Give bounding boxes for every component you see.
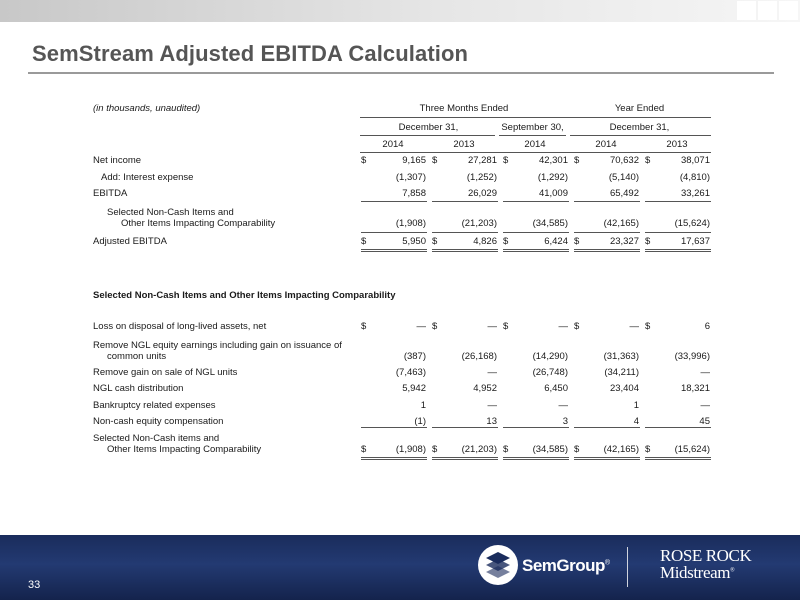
row-label: Loss on disposal of long-lived assets, net: [93, 321, 267, 332]
total-double-rule-top: [574, 457, 640, 458]
total-double-rule-top: [503, 457, 569, 458]
subtotal-rule: [361, 232, 427, 233]
cell-value: 70,632: [609, 155, 639, 166]
cell-value: (21,203): [461, 444, 497, 455]
subtotal-rule: [503, 427, 569, 428]
page-title: SemStream Adjusted EBITDA Calculation: [32, 41, 469, 66]
cell-value: 3: [562, 416, 568, 427]
subtotal-rule: [574, 201, 640, 202]
cell-value: (26,168): [461, 351, 497, 362]
dollar-sign: $: [645, 321, 651, 332]
dollar-sign: $: [645, 236, 651, 247]
cell-value: (42,165): [603, 218, 639, 229]
total-double-rule-bottom: [645, 459, 711, 460]
section-title: Selected Non-Cash Items and Other Items Impacting Comparability: [93, 290, 396, 301]
dollar-sign: $: [503, 321, 509, 332]
total-double-rule-bottom: [574, 459, 640, 460]
cell-value: 7,858: [402, 188, 426, 199]
total-double-rule-top: [645, 457, 711, 458]
cell-value: —: [558, 321, 568, 332]
row-label: Net income: [93, 155, 142, 166]
cell-value: 9,165: [402, 155, 426, 166]
logo-divider: [627, 547, 628, 587]
cell-value: (15,624): [674, 444, 710, 455]
year-header: 2014: [382, 139, 404, 150]
cell-value: 38,071: [680, 155, 710, 166]
semgroup-mark-icon: [476, 543, 520, 587]
rose-rock-line2: Midstream®: [660, 563, 735, 582]
total-double-rule-top: [503, 249, 569, 250]
row-label: Bankruptcy related expenses: [93, 400, 216, 411]
total-double-rule-bottom: [574, 251, 640, 252]
dollar-sign: $: [432, 236, 438, 247]
total-double-rule-bottom: [503, 251, 569, 252]
dollar-sign: $: [645, 155, 651, 166]
dollar-sign: $: [432, 155, 438, 166]
group-header-year: Year Ended: [614, 103, 665, 114]
total-double-rule-top: [574, 249, 640, 250]
total-double-rule-bottom: [361, 251, 427, 252]
row-label: Remove gain on sale of NGL units: [93, 367, 238, 378]
subtotal-rule: [645, 201, 711, 202]
row-label-continued: Other Items Impacting Comparability: [121, 218, 276, 229]
dollar-sign: $: [432, 444, 438, 455]
cell-value: (14,290): [532, 351, 568, 362]
dollar-sign: $: [574, 236, 580, 247]
dollar-sign: $: [574, 444, 580, 455]
cell-value: 4,952: [473, 383, 497, 394]
total-double-rule-bottom: [503, 459, 569, 460]
units-note: (in thousands, unaudited): [93, 103, 201, 114]
footer-bar: [0, 535, 800, 600]
year-header: 2013: [666, 139, 688, 150]
total-double-rule-bottom: [432, 251, 498, 252]
cell-value: (31,363): [603, 351, 639, 362]
subtotal-rule: [503, 201, 569, 202]
cell-value: 23,327: [609, 236, 639, 247]
dollar-sign: $: [645, 444, 651, 455]
total-double-rule-top: [432, 249, 498, 250]
cell-value: 5,950: [402, 236, 426, 247]
cell-value: —: [700, 367, 710, 378]
subtotal-rule: [361, 201, 427, 202]
row-label: Adjusted EBITDA: [93, 236, 167, 247]
cell-value: —: [558, 400, 568, 411]
subtotal-rule: [645, 232, 711, 233]
total-double-rule-top: [361, 249, 427, 250]
cell-value: (21,203): [461, 218, 497, 229]
group-header-three-months: Three Months Ended: [419, 103, 509, 114]
cell-value: (33,996): [674, 351, 710, 362]
decor-square: [758, 1, 777, 20]
cell-value: —: [700, 400, 710, 411]
dollar-sign: $: [361, 155, 367, 166]
dollar-sign: $: [361, 444, 367, 455]
rose-rock-logo: [660, 546, 770, 588]
cell-value: 5,942: [402, 383, 426, 394]
subtotal-rule: [574, 427, 640, 428]
cell-value: (387): [403, 351, 426, 362]
subtotal-rule: [361, 427, 427, 428]
period-header-dec31-year: December 31,: [609, 122, 670, 133]
dollar-sign: $: [503, 444, 509, 455]
cell-value: 23,404: [609, 383, 639, 394]
page-number: 33: [28, 579, 41, 591]
cell-value: (1,908): [395, 218, 426, 229]
dollar-sign: $: [432, 321, 438, 332]
cell-value: (26,748): [532, 367, 568, 378]
row-label: Selected Non-Cash Items and: [107, 207, 234, 218]
cell-value: (1,252): [466, 172, 497, 183]
decor-square: [737, 1, 756, 20]
cell-value: 1: [420, 400, 426, 411]
total-double-rule-bottom: [361, 459, 427, 460]
cell-value: (1,307): [395, 172, 426, 183]
cell-value: (1): [414, 416, 426, 427]
subtotal-rule: [645, 427, 711, 428]
dollar-sign: $: [361, 321, 367, 332]
cell-value: 41,009: [538, 188, 568, 199]
semgroup-wordmark: SemGroup®: [522, 556, 610, 575]
total-double-rule-bottom: [645, 251, 711, 252]
cell-value: —: [416, 321, 426, 332]
row-label-continued: common units: [107, 351, 167, 362]
subtotal-rule: [503, 232, 569, 233]
period-header-dec31: December 31,: [398, 122, 459, 133]
subtotal-rule: [432, 427, 498, 428]
cell-value: (7,463): [395, 367, 426, 378]
total-double-rule-top: [361, 457, 427, 458]
cell-value: 45: [699, 416, 710, 427]
row-label: Non-cash equity compensation: [93, 416, 224, 427]
cell-value: (5,140): [608, 172, 639, 183]
top-banner: [0, 0, 800, 22]
total-double-rule-bottom: [432, 459, 498, 460]
cell-value: 65,492: [609, 188, 639, 199]
cell-value: 4,826: [473, 236, 497, 247]
dollar-sign: $: [574, 155, 580, 166]
cell-value: (1,292): [537, 172, 568, 183]
cell-value: 13: [486, 416, 497, 427]
row-label: NGL cash distribution: [93, 383, 184, 394]
rose-rock-line1: ROSE ROCK: [660, 546, 752, 565]
row-label: Selected Non-Cash items and: [93, 433, 220, 444]
cell-value: —: [487, 400, 497, 411]
dollar-sign: $: [503, 155, 509, 166]
cell-value: 17,637: [680, 236, 710, 247]
cell-value: (34,585): [532, 444, 568, 455]
cell-value: 33,261: [680, 188, 710, 199]
cell-value: (1,908): [395, 444, 426, 455]
cell-value: 26,029: [467, 188, 497, 199]
row-label: Add: Interest expense: [101, 172, 194, 183]
cell-value: —: [487, 321, 497, 332]
year-header: 2013: [453, 139, 475, 150]
cell-value: 6,424: [544, 236, 568, 247]
cell-value: 18,321: [680, 383, 710, 394]
dollar-sign: $: [503, 236, 509, 247]
cell-value: (34,585): [532, 218, 568, 229]
cell-value: 4: [633, 416, 639, 427]
cell-value: (15,624): [674, 218, 710, 229]
year-header: 2014: [595, 139, 617, 150]
cell-value: (34,211): [604, 367, 639, 378]
cell-value: 1: [633, 400, 639, 411]
total-double-rule-top: [432, 457, 498, 458]
subtotal-rule: [432, 201, 498, 202]
title-divider: [28, 72, 774, 74]
cell-value: —: [487, 367, 497, 378]
dollar-sign: $: [361, 236, 367, 247]
semgroup-logo: [476, 543, 610, 589]
dollar-sign: $: [574, 321, 580, 332]
row-label: EBITDA: [93, 188, 128, 199]
row-label: Remove NGL equity earnings including gain on issuance of: [93, 340, 342, 351]
year-header: 2014: [524, 139, 546, 150]
cell-value: 27,281: [467, 155, 497, 166]
cell-value: 42,301: [538, 155, 568, 166]
cell-value: 6,450: [544, 383, 568, 394]
row-label-continued: Other Items Impacting Comparability: [107, 444, 262, 455]
subtotal-rule: [432, 232, 498, 233]
period-header-sep30: September 30,: [501, 122, 564, 133]
total-double-rule-top: [645, 249, 711, 250]
subtotal-rule: [574, 232, 640, 233]
decor-square: [779, 1, 798, 20]
cell-value: —: [629, 321, 639, 332]
cell-value: 6: [704, 321, 710, 332]
cell-value: (42,165): [603, 444, 639, 455]
cell-value: (4,810): [679, 172, 710, 183]
